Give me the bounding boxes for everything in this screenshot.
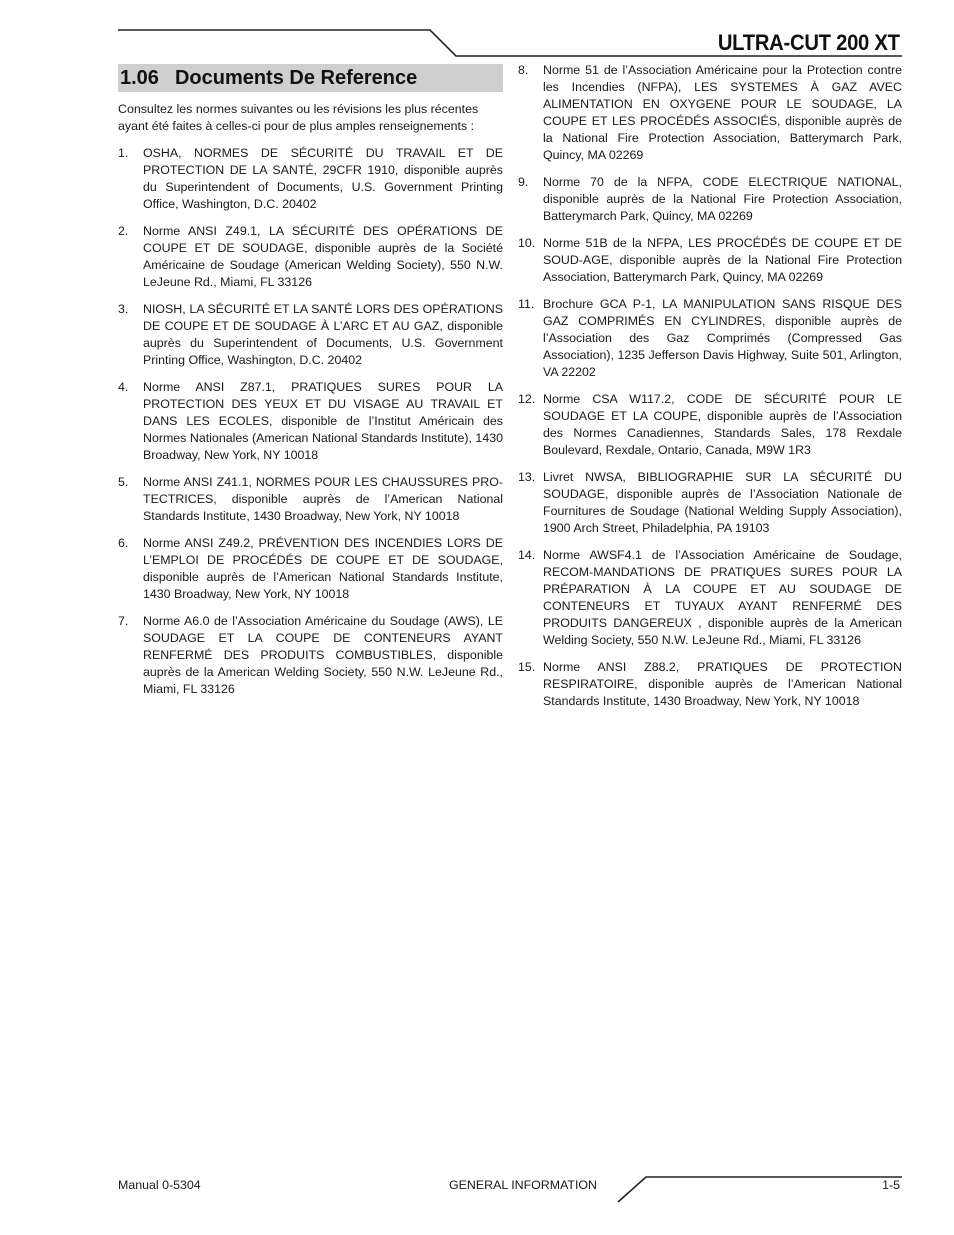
reference-number: 12. <box>518 392 536 406</box>
reference-number: 13. <box>518 470 536 484</box>
reference-text: Norme ANSI Z87.1, PRATIQUES SURES POUR LA PROTECTION DES YEUX ET DU VISAGE AU TRAVAIL ET DANS LES ECOLES, disponible de l’Institut Américain des Normes Nationales (American National Standards Institute), 1430 Broadway, New York, NY 10018 <box>143 380 503 462</box>
footer-manual-number: Manual 0-5304 <box>118 1178 201 1192</box>
reference-item <box>518 469 902 537</box>
reference-item <box>118 379 503 464</box>
reference-number: 8. <box>518 63 529 77</box>
reference-number: 14. <box>518 548 536 562</box>
reference-text: Norme 51B de la NFPA, LES PROCÉDÉS DE COUPE ET DE SOUD-AGE, disponible auprès de la National Fire Protection Association, Batterymarch Park, Quincy, MA 02269 <box>543 236 902 284</box>
reference-text: Norme 51 de l’Association Américaine pour la Protection contre les Incendies (NFPA), LES SYSTEMES À GAZ AVEC ALIMENTATION EN OXYGENE POUR LE SOUDAGE, LA COUPE ET LES PROCÉDÉS ASSOCIÉS, disponible auprès de la National Fire Protection Association, Batterymarch Park, Quincy, MA 02269 <box>543 63 902 162</box>
reference-text: OSHA, NORMES DE SÉCURITÉ DU TRAVAIL ET DE PROTECTION DE LA SANTÉ, 29CFR 1910, disponible auprès du Superintendent of Documents, U.S. Government Printing Office, Washington, D.C. 20402 <box>143 146 503 211</box>
reference-text: Norme ANSI Z88.2, PRATIQUES DE PROTECTION RESPIRATOIRE, disponible auprès de l’American National Standards Institute, 1430 Broadway, New York, NY 10018 <box>543 660 902 708</box>
reference-number: 9. <box>518 175 529 189</box>
product-title: ULTRA-CUT 200 XT <box>718 30 900 55</box>
reference-number: 11. <box>518 297 535 311</box>
reference-number: 5. <box>118 475 129 489</box>
footer-page-number: 1-5 <box>882 1178 900 1192</box>
section-heading <box>118 64 503 92</box>
reference-number: 3. <box>118 302 129 316</box>
reference-number: 1. <box>118 146 129 160</box>
reference-list-right <box>518 62 902 720</box>
reference-item <box>118 474 503 525</box>
reference-number: 10. <box>518 236 536 250</box>
reference-number: 7. <box>118 614 129 628</box>
reference-number: 2. <box>118 224 129 238</box>
reference-list-left <box>118 145 503 708</box>
reference-number: 15. <box>518 660 536 674</box>
footer-section-name: GENERAL INFORMATION <box>449 1178 598 1192</box>
reference-text: NIOSH, LA SÉCURITÉ ET LA SANTÉ LORS DES OPÉRATIONS DE COUPE ET DE SOUDAGE À L’ARC ET AU GAZ, disponible auprès du Superintendent of Documents, U.S. Government Printing Office, Washington, D.C. 20402 <box>143 302 503 367</box>
reference-text: Norme ANSI Z49.1, LA SÉCURITÉ DES OPÉRATIONS DE COUPE ET DE SOUDAGE, disponible auprès de la Société Américaine de Soudage (American Welding Society), 550 N.W. LeJeune Rd., Miami, FL 33126 <box>143 224 503 289</box>
reference-text: Norme CSA W117.2, CODE DE SÉCURITÉ POUR LE SOUDAGE ET LA COUPE, disponible auprès de l’Association des Normes Canadiennes, Standards Sales, 178 Rexdale Boulevard, Rexdale, Ontario, Canada, M9W 1R3 <box>543 392 902 457</box>
reference-item <box>518 391 902 459</box>
reference-text: Norme ANSI Z41.1, NORMES POUR LES CHAUSSURES PRO-TECTRICES, disponible auprès de l’American National Standards Institute, 1430 Broadway, New York, NY 10018 <box>143 475 503 523</box>
reference-text: Norme AWSF4.1 de l’Association Américaine de Soudage, RECOM-MANDATIONS DE PRATIQUES SURES POUR LA PRÉPARATION À LA COUPE ET AU SOUDAGE DE CONTENEURS ET TUYAUX AYANT RENFERMÉ DES PRODUITS DANGEREUX , disponible auprès de la American Welding Society, 550 N.W. LeJeune Rd., Miami, FL 33126 <box>543 548 902 647</box>
reference-item <box>118 613 503 698</box>
section-title: Documents De Reference <box>174 67 418 89</box>
reference-item <box>118 223 503 291</box>
reference-item <box>118 535 503 603</box>
reference-text: Livret NWSA, BIBLIOGRAPHIE SUR LA SÉCURITÉ DU SOUDAGE, disponible auprès de l’Association Nationale de Fournitures de Soudage (National Welding Supply Association), 1900 Arch Street, Philadelphia, PA 19103 <box>543 470 902 535</box>
reference-text: Brochure GCA P-1, LA MANIPULATION SANS RISQUE DES GAZ COMPRIMÉS EN CYLINDRES, disponible auprès de l’Association des Gaz Comprimés (Compressed Gas Association), 1235 Jefferson Davis Highway, Suite 501, Arlington, VA 22202 <box>543 297 902 379</box>
reference-item <box>518 174 902 225</box>
reference-item <box>118 145 503 213</box>
reference-item <box>518 659 902 710</box>
reference-item <box>518 62 902 164</box>
reference-text: Norme ANSI Z49.2, PRÉVENTION DES INCENDIES LORS DE L’EMPLOI DE PROCÉDÉS DE COUPE ET DE SOUDAGE, disponible auprès de l’American National Standards Institute, 1430 Broadway, New York, NY 10018 <box>143 536 503 601</box>
intro-paragraph: Consultez les normes suivantes ou les révisions les plus récentes ayant été faites à celles-ci pour de plus amples renseignements : <box>118 102 479 133</box>
reference-item <box>518 547 902 649</box>
reference-number: 6. <box>118 536 129 550</box>
reference-item <box>518 235 902 286</box>
reference-text: Norme A6.0 de l’Association Américaine du Soudage (AWS), LE SOUDAGE ET LA COUPE DE CONTENEURS AYANT RENFERMÉ DES PRODUITS COMBUSTIBLES, disponible auprès de la American Welding Society, 550 N.W. LeJeune Rd., Miami, FL 33126 <box>143 614 503 696</box>
reference-item <box>518 296 902 381</box>
reference-item <box>118 301 503 369</box>
section-number: 1.06 <box>120 67 159 89</box>
reference-number: 4. <box>118 380 129 394</box>
reference-text: Norme 70 de la NFPA, CODE ELECTRIQUE NATIONAL, disponible auprès de la National Fire Protection Association, Batterymarch Park, Quincy, MA 02269 <box>543 175 902 223</box>
